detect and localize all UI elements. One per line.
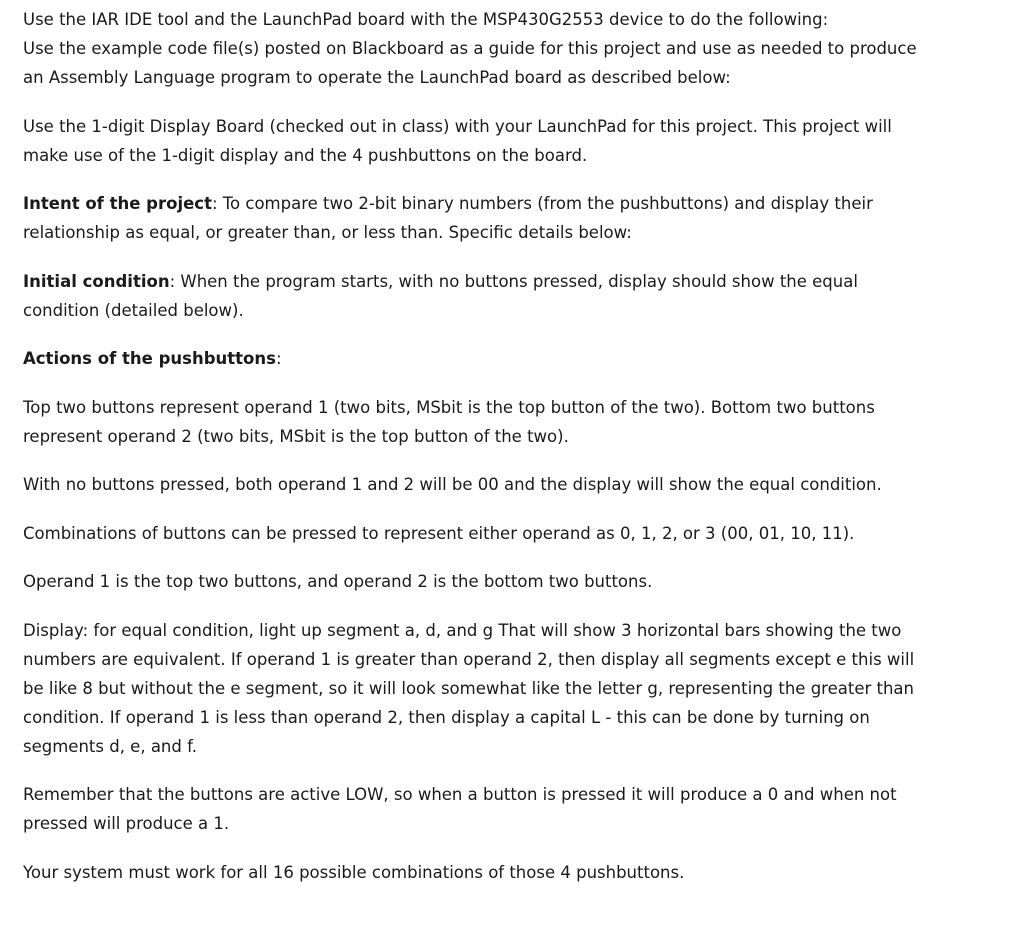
initial-condition-paragraph bbox=[23, 267, 923, 325]
intro-line-1: Use the IAR IDE tool and the LaunchPad board with the MSP430G2553 device to do the following: bbox=[23, 10, 829, 29]
operands-paragraph: Top two buttons represent operand 1 (two bits, MSbit is the top button of the two). Bottom two buttons represent operand 2 (two bits, MSbit is the top button of the two). bbox=[23, 397, 875, 446]
intent-paragraph bbox=[23, 189, 923, 247]
actions-heading bbox=[23, 344, 923, 373]
operand-positions-paragraph: Operand 1 is the top two buttons, and operand 2 is the bottom two buttons. bbox=[23, 572, 653, 591]
initial-condition-text: : When the program starts, with no buttons pressed, display should show the equal condition (detailed below). bbox=[23, 271, 858, 320]
no-buttons-paragraph: With no buttons pressed, both operand 1 and 2 will be 00 and the display will show the equal condition. bbox=[23, 475, 882, 494]
initial-condition-label: Initial condition bbox=[23, 271, 170, 291]
active-low-paragraph: Remember that the buttons are active LOW, so when a button is pressed it will produce a 0 and when not pressed will produce a 1. bbox=[23, 785, 897, 833]
display-board-paragraph: Use the 1-digit Display Board (checked out in class) with your LaunchPad for this project. This project will make use of the 1-digit display and the 4 pushbuttons on the board. bbox=[23, 116, 892, 165]
assignment-document bbox=[23, 5, 923, 887]
all-combinations-paragraph: Your system must work for all 16 possible combinations of those 4 pushbuttons. bbox=[23, 862, 685, 882]
actions-label: Actions of the pushbuttons bbox=[23, 349, 276, 368]
intro-line-2: Use the example code file(s) posted on Blackboard as a guide for this project and use as needed to produce an Assembly Language program to operate the LaunchPad board as described below: bbox=[23, 39, 917, 87]
actions-suffix: : bbox=[275, 349, 282, 368]
intro-paragraph bbox=[23, 5, 923, 92]
display-rules-paragraph: Display: for equal condition, light up segment a, d, and g That will show 3 horizontal bars showing the two numbers are equivalent. If operand 1 is greater than operand 2, then display all segments except e this will be like 8 but without the e segment, so it will look somewhat like the letter g, representing the greater than condition. If operand 1 is less than operand 2, then display a capital L - this can be done by turning on segments d, e, and f. bbox=[23, 620, 915, 756]
combinations-paragraph: Combinations of buttons can be pressed to represent either operand as 0, 1, 2, or 3 (00, 01, 10, 11). bbox=[23, 523, 855, 543]
intent-label: Intent of the project bbox=[23, 194, 212, 213]
intent-text: : To compare two 2-bit binary numbers (from the pushbuttons) and display their relationship as equal, or greater than, or less than. Specific details below: bbox=[23, 194, 873, 242]
